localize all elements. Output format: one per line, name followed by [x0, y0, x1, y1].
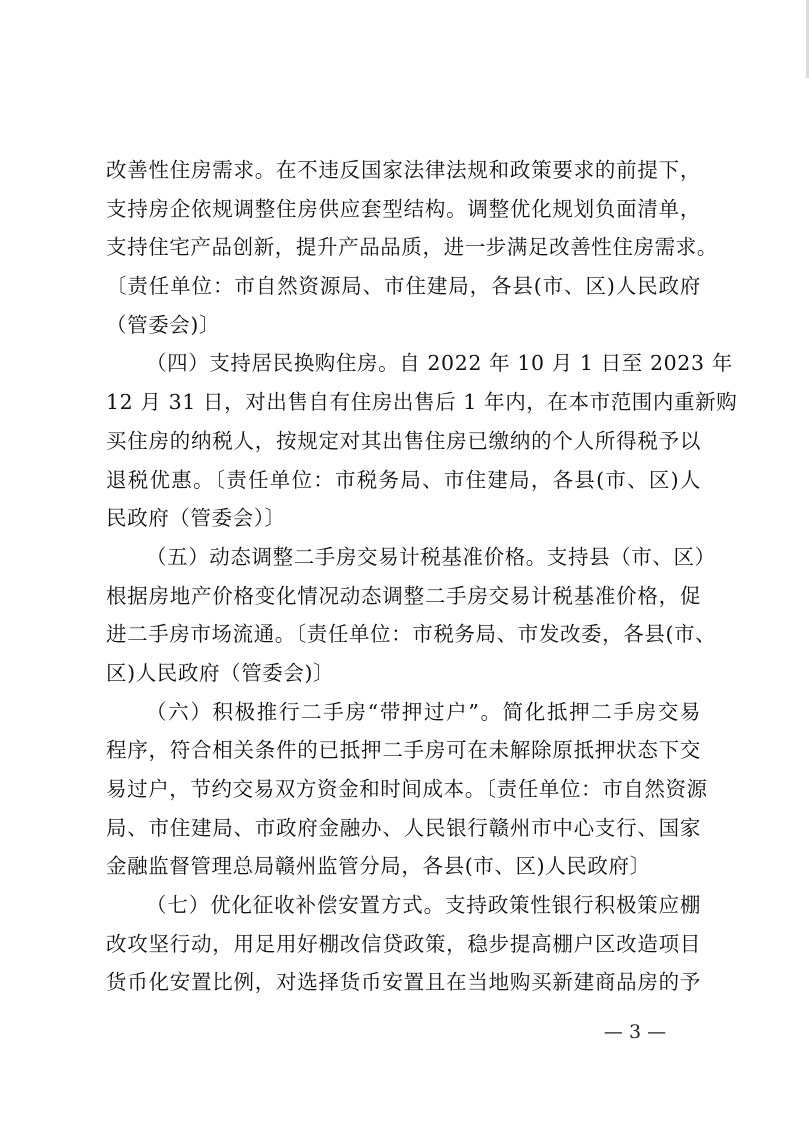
text-line: 改攻坚行动，用足用好棚改信贷政策，稳步提高棚户区改造项目: [106, 931, 701, 956]
text-line: 买住房的纳税人，按规定对其出售住房已缴纳的个人所得税予以: [106, 428, 701, 453]
text-line: 支持房企依规调整住房供应套型结构。调整优化规划负面清单，: [106, 196, 701, 221]
text-line: 区)人民政府（管委会)〕: [106, 660, 335, 685]
page-number: — 3 —: [603, 1021, 667, 1043]
paragraph-heading-line: （五）动态调整二手房交易计税基准价格。支持县（市、区）: [146, 544, 716, 569]
document-body: [106, 151, 738, 1002]
text-line: （管委会)〕: [106, 312, 221, 337]
text-line: 进二手房市场流通。〔责任单位：市税务局、市发改委，各县(市、: [106, 622, 717, 647]
text-line: 程序，符合相关条件的已抵押二手房可在未解除原抵押状态下交: [106, 738, 701, 763]
text-line: 支持住宅产品创新，提升产品品质，进一步满足改善性住房需求。: [106, 235, 718, 260]
text-line: 易过户，节约交易双方资金和时间成本。〔责任单位：市自然资源: [106, 777, 708, 801]
text-line: 〔责任单位：市自然资源局、市住建局，各县(市、区)人民政府: [106, 274, 701, 299]
text-line: 局、市住建局、市政府金融办、人民银行赣州市中心支行、国家: [106, 815, 701, 840]
text-line: 12 月 31 日，对出售自有住房出售后 1 年内，在本市范围内重新购: [106, 390, 738, 415]
text-line: 货币化安置比例，对选择货币安置且在当地购买新建商品房的予: [106, 970, 701, 995]
text-line: 改善性住房需求。在不违反国家法律法规和政策要求的前提下，: [106, 158, 701, 182]
text-line: 退税优惠。〔责任单位：市税务局、市住建局，各县(市、区)人: [106, 467, 701, 492]
paragraph-heading-line: （六）积极推行二手房“带押过户”。简化抵押二手房交易: [146, 699, 701, 724]
text-line: 根据房地产价格变化情况动态调整二手房交易计税基准价格，促: [106, 583, 701, 608]
text-line: 金融监督管理总局赣州监管分局，各县(市、区)人民政府〕: [106, 854, 651, 879]
paragraph-heading-line: （四）支持居民换购住房。自 2022 年 10 月 1 日至 2023 年: [146, 351, 733, 376]
text-line: 民政府（管委会）〕: [106, 506, 286, 531]
paragraph-heading-line: （七）优化征收补偿安置方式。支持政策性银行积极策应棚: [146, 893, 701, 918]
